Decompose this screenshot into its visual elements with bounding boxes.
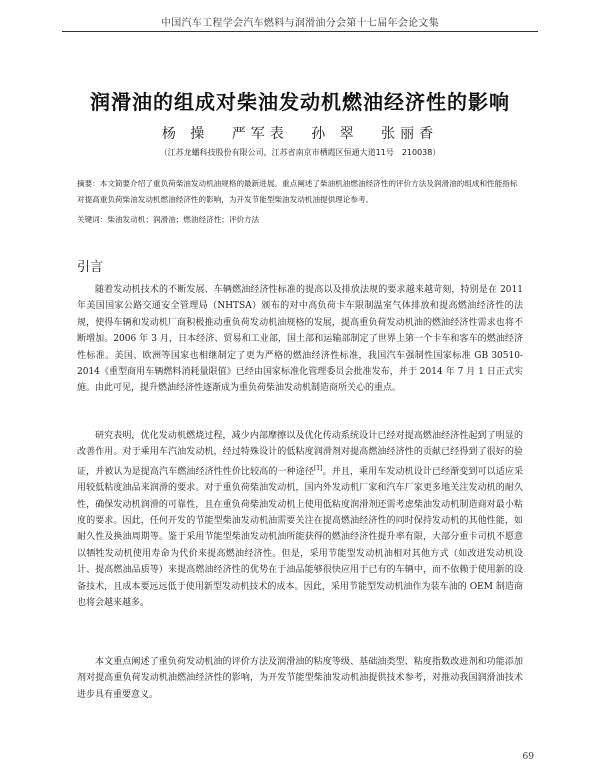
citation-marker[interactable]: [1] bbox=[313, 464, 323, 472]
author-name: 严军表 bbox=[231, 126, 289, 142]
keywords-text: 柴油发动机；润滑油；燃油经济性；评价方法 bbox=[107, 215, 260, 224]
body-paragraph: 随着发动机技术的不断发展、车辆燃油经济性标准的提高以及排放法规的要求越来越苛刻，特别是在 2011 年美国国家公路交通安全管理局（NHTSA）颁布的对中高负荷卡车限制温室气体排放和提高燃油经济性的法规，使得车辆和发动机厂商积极推动重负荷发动机油规格的发展，提高重负荷发动机油的燃油经济性需求也将不断增加。2006 年 3 月，日本经济、贸易和工业部，国土部和运输部制定了世界上第一个卡车和客车的燃油经济性标准。美国、欧洲等国家也相继制定了更为严格的燃油经济性标准，我国汽车强制性国家标准 GB 30510-2014《重型商用车辆燃料消耗量限值》已经由国家标准化管理委员会批准发布，并于 2014 年 7 月 1 日正式实施。由此可见，提升燃油经济性逐渐成为重负荷柴油发动机制造商所关心的重点。 bbox=[77, 285, 523, 394]
author-name: 杨 操 bbox=[161, 126, 210, 142]
author-name: 孙 翠 bbox=[311, 126, 359, 142]
body-paragraph bbox=[77, 428, 523, 611]
body-paragraph: 本文重点阐述了重负荷发动机油的评价方法及润滑油的粘度等级、基础油类型、粘度指数改进剂和功能添加剂对提高重负荷发动机油燃油经济性的影响，为开发节能型柴油发动机油提供技术参考，对推动我国润滑油技术进步具有重要意义。 bbox=[77, 657, 523, 700]
paper-title: 润滑油的组成对柴油发动机燃油经济性的影响 bbox=[90, 90, 510, 114]
header-rule bbox=[62, 31, 538, 32]
abstract-text: 本文简要介绍了重负荷柴油发动机油规格的最新进展。重点阐述了柴油机油燃油经济性的评价方法及润滑油的组成和性能指标对提高重负荷柴油发动机燃油经济性的影响，为开发节能型柴油发动机油提供理论参考。 bbox=[77, 179, 518, 204]
running-header: 中国汽车工程学会汽车燃料与润滑油分会第十七届年会论文集 bbox=[160, 18, 440, 29]
affiliation: （江苏龙蟠科技股份有限公司，江苏省南京市栖霞区恒通大道11号 210038） bbox=[159, 148, 441, 157]
abstract bbox=[77, 176, 523, 208]
author-list bbox=[60, 123, 540, 143]
paragraph-text: 。并且，乘用车发动机设计已经渐变到可以适应采用较低粘度油品来润滑的要求。对于重负荷柴油发动机，国内外发动机厂家和汽车厂家更多地关注发动机的耐久性，确保发动机润滑的可靠性，且在重负荷柴油发动机上使用低粘度润滑剂还需考虑柴油发动机制造商对最小粘度的要求。因此，任何开发的节能型柴油发动机油需要关注在提高燃油经济性的同时保持发动机的其他性能，如耐久性及换油周期等。鉴于采用节能型柴油发动机油所能获得的燃油经济性提升率有限，大部分重卡司机不愿意以牺牲发动机使用寿命为代价来提高燃油经济性。但是，采用节能型发动机油相对其他方式（如改进发动机设计、提高燃油品质等）来提高燃油经济性的优势在于油品能够很快应用于已有的车辆中，而不依赖于使用新的设备技术，且成本要远远低于使用新型发动机技术的成本。因此，采用节能型发动机油作为装车油的 OEM 制造商也将会越来越多。 bbox=[77, 466, 523, 609]
section-heading: 引言 bbox=[77, 260, 104, 275]
page-number: 69 bbox=[522, 752, 534, 762]
keywords bbox=[77, 214, 523, 225]
paragraph-text: 研究表明，优化发动机燃烧过程，减少内部摩擦以及优化传动系统设计已经对提高燃油经济性起到了明显的改善作用。对于乘用车汽油发动机，经过特殊设计的低粘度润滑剂对提高燃油经济性的贡献已经得到了很好的验证，并被认为是提高汽车燃油经济性性价比较高的一种途径 bbox=[77, 431, 523, 477]
keywords-label: 关键词： bbox=[77, 215, 108, 224]
author-name: 张丽香 bbox=[381, 126, 439, 142]
abstract-label: 摘要： bbox=[77, 179, 100, 188]
